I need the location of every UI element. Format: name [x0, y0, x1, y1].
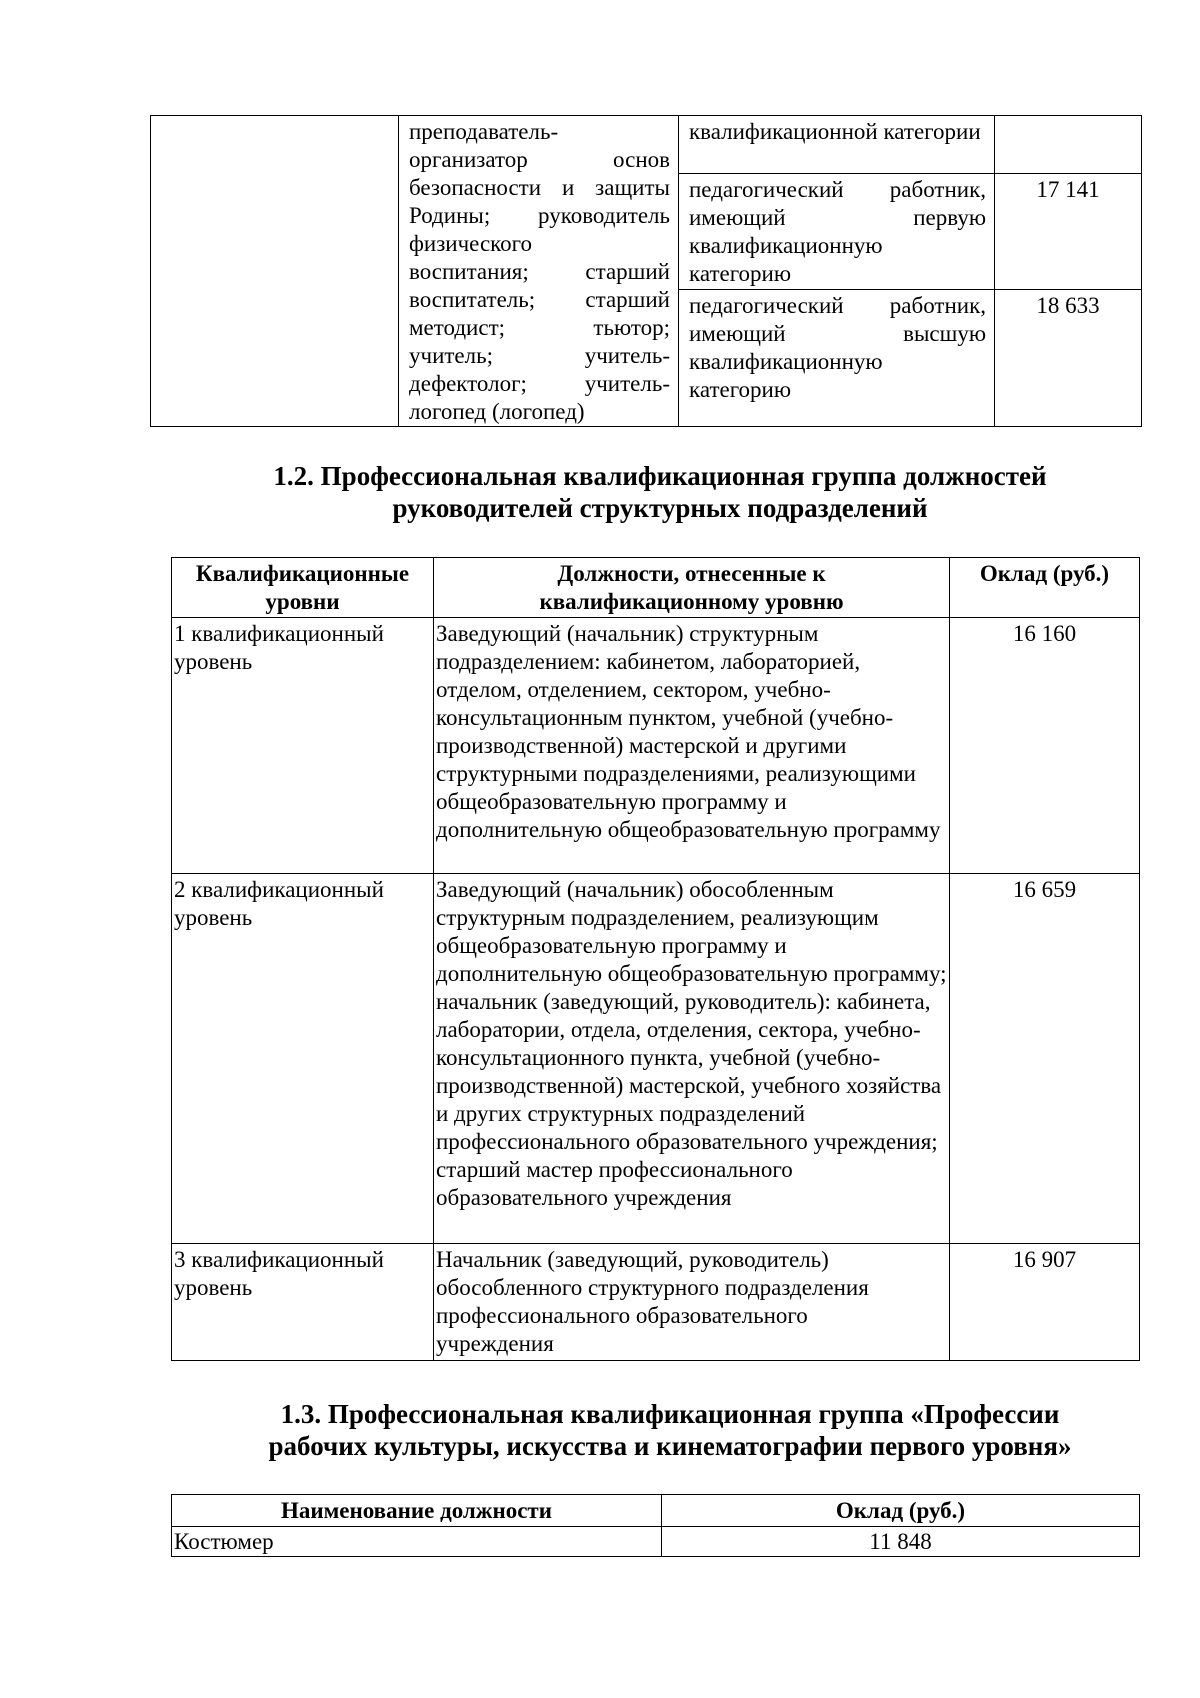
- positions-line: организатор основ: [409, 147, 670, 172]
- positions-lines: [409, 118, 670, 426]
- salary-cell: 17 141: [995, 173, 1142, 289]
- section-1-3-heading-line: рабочих культуры, искусства и кинематографии первого уровня»: [268, 1431, 1072, 1461]
- level-cell: 1 квалификационный уровень: [172, 618, 434, 874]
- category-cell: педагогический работник, имеющий первую квалификационную категорию: [679, 173, 995, 289]
- level-cell: 2 квалификационный уровень: [172, 874, 434, 1244]
- positions-line: воспитания; старший: [409, 259, 670, 284]
- salary-cell: 11 848: [662, 1527, 1140, 1557]
- header-positions: Должности, отнесенные к квалификационному уровню: [434, 558, 950, 618]
- section-1-3-heading: [170, 1398, 1170, 1462]
- category-cell: квалификационной категории: [679, 116, 995, 174]
- section-1-2-heading-line: 1.2. Профессиональная квалификационная группа должностей: [273, 461, 1047, 491]
- positions-cell: Заведующий (начальник) обособленным структурным подразделением, реализующим общеобразовательную программу и дополнительную общеобразовательную программу; начальник (заведующий, руководитель): кабинета, лаборатории, отдела, отделения, сектора, учебно-консультационного пункта, учебной (учебно-производственной) мастерской, учебного хозяйства и других структурных подразделений профессионального образовательного учреждения; старший мастер профессионального образовательного учреждения: [434, 874, 950, 1244]
- positions-line: дефектолог; учитель-: [409, 371, 670, 396]
- positions-line: физического: [409, 231, 533, 256]
- continuation-empty-cell: [151, 116, 399, 427]
- salary-cell: 16 160: [950, 618, 1140, 874]
- section-1-3-heading-line: 1.3. Профессиональная квалификационная группа «Профессии: [280, 1399, 1060, 1429]
- salary-cell: 16 907: [950, 1244, 1140, 1361]
- positions-line: методист; тьютор;: [409, 315, 670, 340]
- positions-line: учитель; учитель-: [409, 343, 670, 368]
- section-1-3-table: [171, 1494, 1140, 1557]
- positions-line: преподаватель-: [409, 119, 559, 144]
- salary-cell: [995, 116, 1142, 174]
- header-position: Наименование должности: [172, 1495, 662, 1527]
- positions-line: Родины; руководитель: [409, 203, 670, 228]
- continuation-table: [150, 115, 1142, 427]
- section-1-2-heading: [160, 460, 1160, 524]
- header-levels: Квалификационные уровни: [172, 558, 434, 618]
- position-cell: Костюмер: [172, 1527, 662, 1557]
- section-1-2-heading-line: руководителей структурных подразделений: [392, 493, 928, 523]
- positions-line: воспитатель; старший: [409, 287, 670, 312]
- continuation-positions-cell: [399, 116, 679, 427]
- section-1-2-table: [171, 557, 1140, 1361]
- positions-cell: Начальник (заведующий, руководитель) обособленного структурного подразделения профессионального образовательного учреждения: [434, 1244, 950, 1361]
- positions-line: логопед (логопед): [409, 399, 585, 424]
- level-cell: 3 квалификационный уровень: [172, 1244, 434, 1361]
- positions-line: безопасности и защиты: [409, 175, 670, 200]
- salary-cell: 18 633: [995, 289, 1142, 426]
- header-salary: Оклад (руб.): [950, 558, 1140, 618]
- category-cell: педагогический работник, имеющий высшую квалификационную категорию: [679, 289, 995, 426]
- salary-cell: 16 659: [950, 874, 1140, 1244]
- header-salary: Оклад (руб.): [662, 1495, 1140, 1527]
- positions-cell: Заведующий (начальник) структурным подразделением: кабинетом, лабораторией, отделом, отделением, сектором, учебно-консультационным пунктом, учебной (учебно-производственной) мастерской и другими структурными подразделениями, реализующими общеобразовательную программу и дополнительную общеобразовательную программу: [434, 618, 950, 874]
